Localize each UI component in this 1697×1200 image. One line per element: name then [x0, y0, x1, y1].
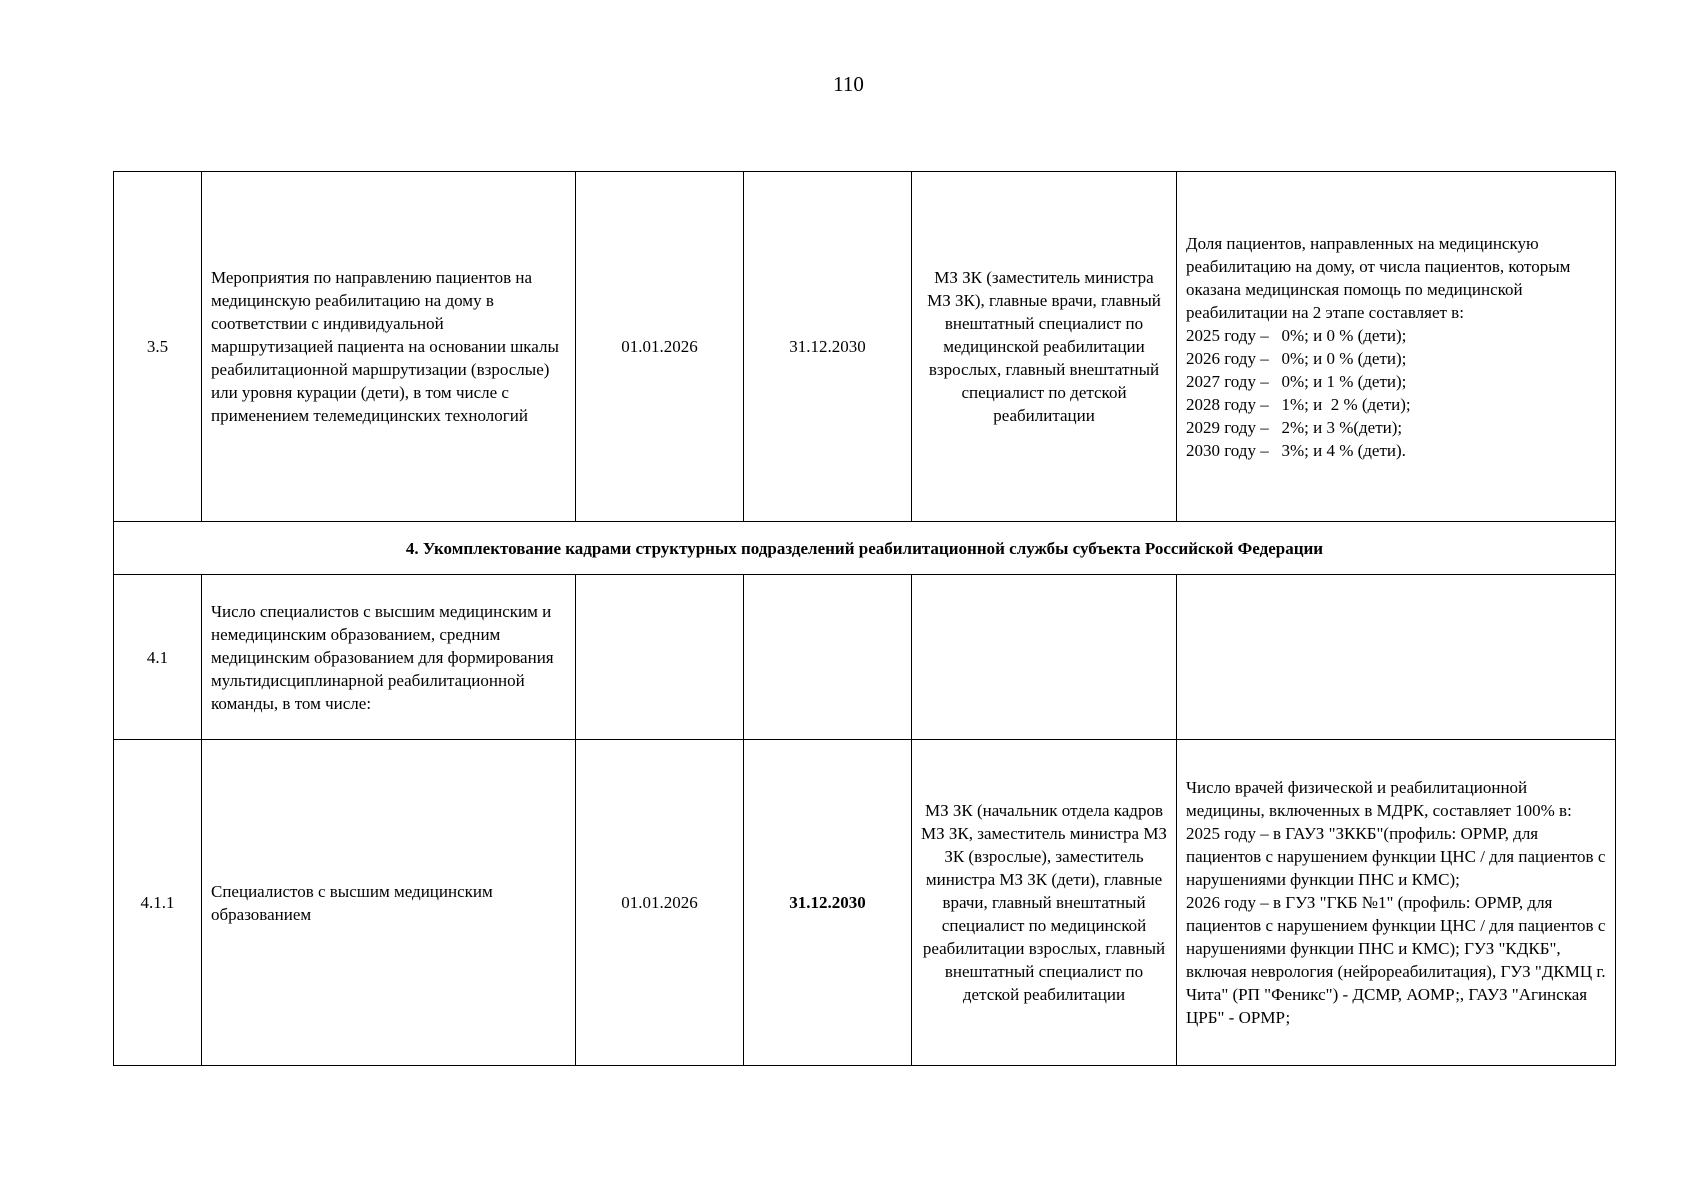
result-intro: Число врачей физической и реабилитационной медицины, включенных в МДРК, составляет 100% в:	[1186, 778, 1572, 820]
result-cell	[1177, 172, 1616, 522]
result-year-line: 2029 году – 2%; и 3 %(дети);	[1186, 417, 1403, 437]
result-cell	[1177, 740, 1616, 1066]
activity-cell: Число специалистов с высшим медицинским и немедицинским образованием, средним медицинским образованием для формирования мультидисциплинарной реабилитационной команды, в том числе:	[202, 575, 576, 740]
result-year-line: 2026 году – 0%; и 0 % (дети);	[1186, 348, 1407, 368]
result-year-line: 2028 году – 1%; и 2 % (дети);	[1186, 394, 1411, 414]
end-date-cell: 31.12.2030	[744, 740, 912, 1066]
page-number: 110	[833, 72, 864, 96]
result-intro: Доля пациентов, направленных на медицинскую реабилитацию на дому, от числа пациентов, которым оказана медицинская помощь по медицинской реабилитации на 2 этапе составляет в:	[1186, 233, 1571, 322]
row-number: 4.1.1	[114, 740, 202, 1066]
result-year-line: 2030 году – 3%; и 4 % (дети).	[1186, 440, 1406, 460]
result-year-line: 2027 году – 0%; и 1 % (дети);	[1186, 371, 1407, 391]
responsible-cell: МЗ ЗК (начальник отдела кадров МЗ ЗК, заместитель министра МЗ ЗК (взрослые), заместитель министра МЗ ЗК (дети), главные врачи, главный внештатный специалист по медицинской реабилитации взрослых, главный внештатный специалист по детской реабилитации	[912, 740, 1177, 1066]
section-header-row	[114, 522, 1616, 575]
start-date-cell: 01.01.2026	[576, 172, 744, 522]
end-date-cell: 31.12.2030	[744, 172, 912, 522]
result-year-line: 2026 году – в ГУЗ "ГКБ №1" (профиль: ОРМР, для пациентов с нарушением функции ЦНС / для пациентов с нарушениями функции ПНС и КМС); ГУЗ "КДКБ", включая неврология (нейрореабилитация), ГУЗ "ДКМЦ г. Чита" (РП "Феникс") - ДСМР, АОМР;, ГАУЗ "Агинская ЦРБ" - ОРМР;	[1186, 893, 1606, 1027]
row-number: 3.5	[114, 172, 202, 522]
start-date-cell: 01.01.2026	[576, 740, 744, 1066]
section-title: 4. Укомплектование кадрами структурных подразделений реабилитационной службы субъекта Российской Федерации	[114, 522, 1616, 575]
row-number: 4.1	[114, 575, 202, 740]
end-date-cell	[744, 575, 912, 740]
result-year-line: 2025 году – в ГАУЗ "ЗККБ"(профиль: ОРМР, для пациентов с нарушением функции ЦНС / для пациентов с нарушениями функции ПНС и КМС);	[1186, 824, 1606, 889]
table-row-4-1	[114, 575, 1616, 740]
result-cell	[1177, 575, 1616, 740]
responsible-cell	[912, 575, 1177, 740]
result-year-line: 2025 году – 0%; и 0 % (дети);	[1186, 325, 1407, 345]
table-row-3-5	[114, 172, 1616, 522]
start-date-cell	[576, 575, 744, 740]
table-row-4-1-1	[114, 740, 1616, 1066]
responsible-cell: МЗ ЗК (заместитель министра МЗ ЗК), главные врачи, главный внештатный специалист по медицинской реабилитации взрослых, главный внештатный специалист по детской реабилитации	[912, 172, 1177, 522]
plan-table	[113, 171, 1616, 1066]
activity-cell: Мероприятия по направлению пациентов на медицинскую реабилитацию на дому в соответствии с индивидуальной маршрутизацией пациента на основании шкалы реабилитационной маршрутизации (взрослые) или уровня курации (дети), в том числе с применением телемедицинских технологий	[202, 172, 576, 522]
activity-cell: Специалистов с высшим медицинским образованием	[202, 740, 576, 1066]
